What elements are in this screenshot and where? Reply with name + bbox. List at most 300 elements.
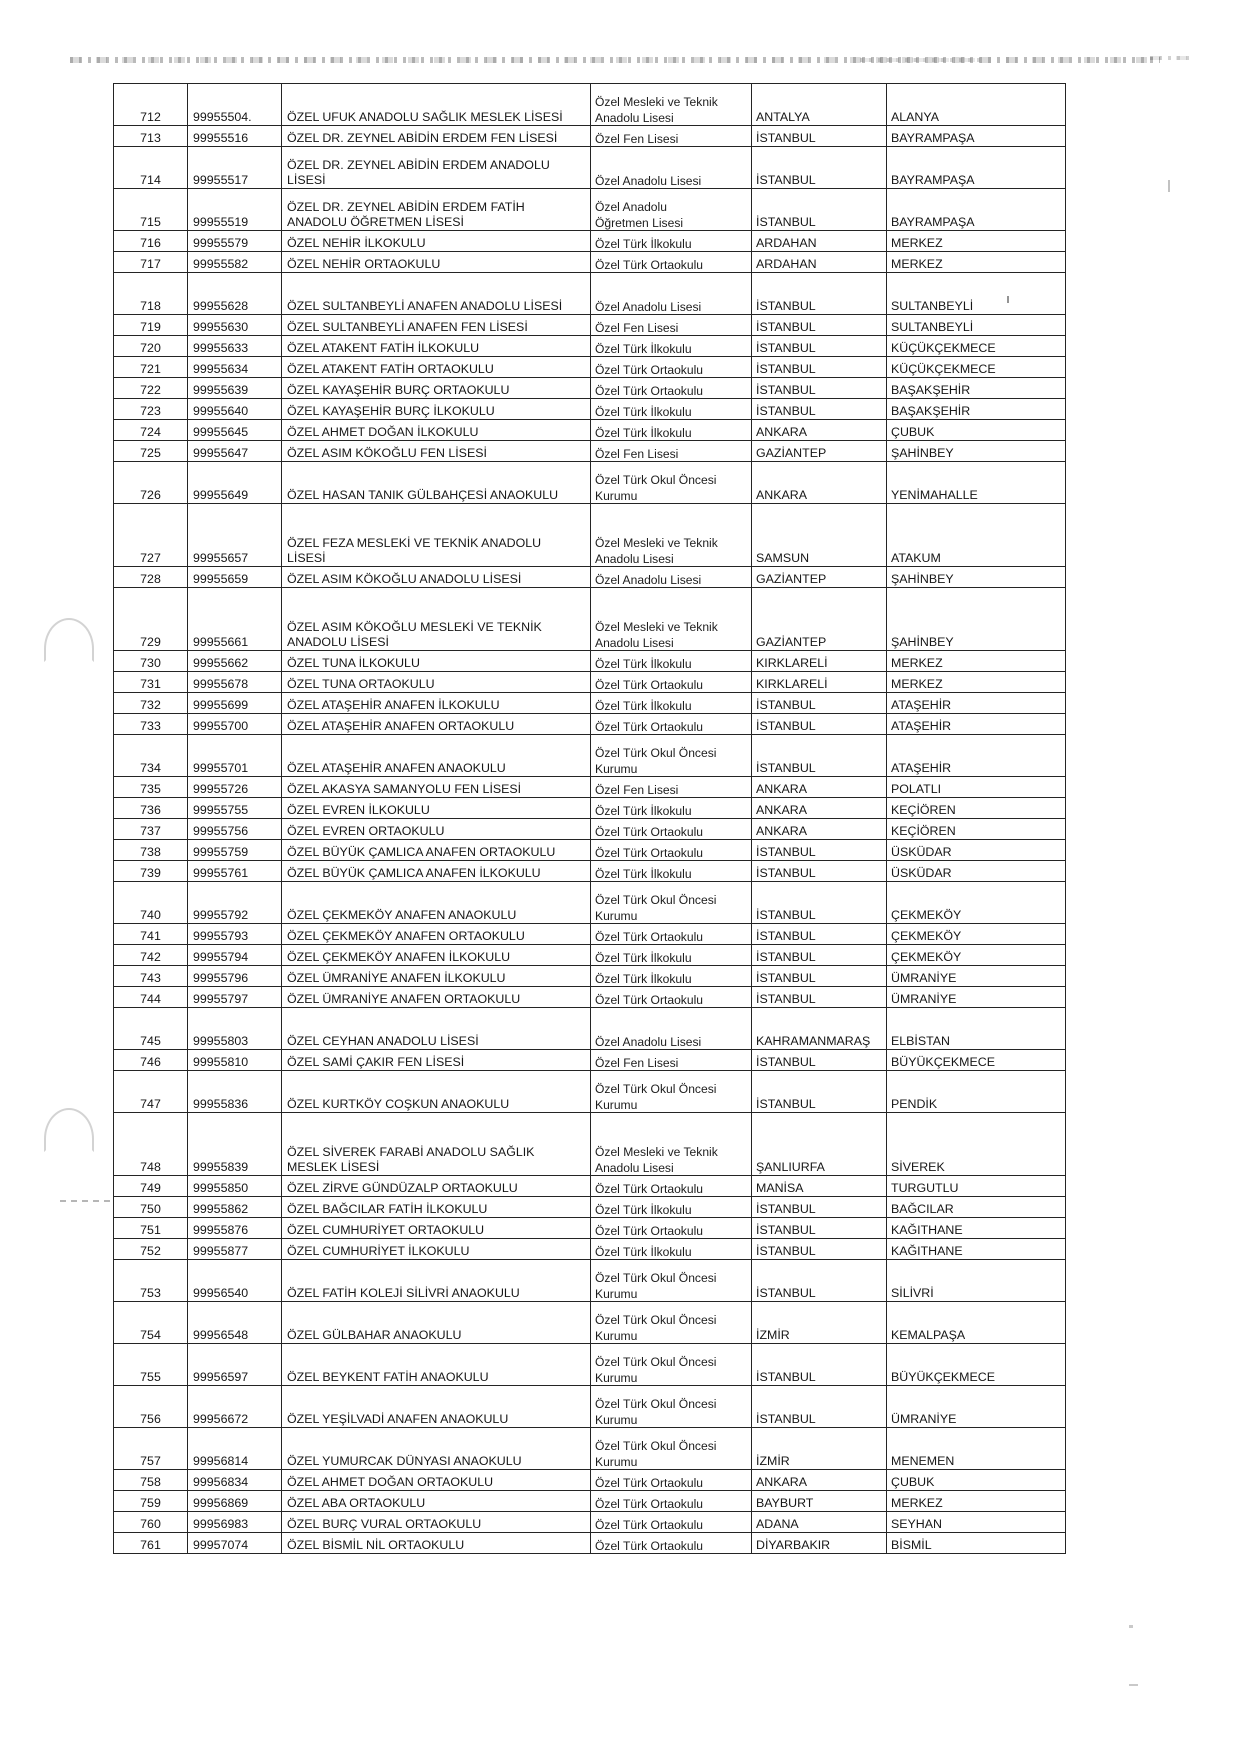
institution-code-cell: 99955640: [188, 399, 282, 420]
institution-type-cell: Özel Türk Ortaokulu: [591, 357, 752, 378]
row-number-cell: 761: [114, 1533, 188, 1554]
institution-name-cell: ÖZEL BURÇ VURAL ORTAOKULU: [282, 1512, 591, 1533]
institution-type-cell: Özel Türk İlkokulu: [591, 693, 752, 714]
institution-name-cell: ÖZEL CUMHURİYET ORTAOKULU: [282, 1218, 591, 1239]
table-row: [114, 357, 1066, 378]
province-cell: İSTANBUL: [752, 273, 887, 315]
row-number-cell: 746: [114, 1050, 188, 1071]
row-number-cell: 737: [114, 819, 188, 840]
district-cell: ÜMRANİYE: [887, 987, 1066, 1008]
institution-type-cell: Özel Türk Okul Öncesi Kurumu: [591, 462, 752, 504]
institution-code-cell: 99956869: [188, 1491, 282, 1512]
institution-name-cell: ÖZEL ASIM KÖKOĞLU FEN LİSESİ: [282, 441, 591, 462]
province-cell: İSTANBUL: [752, 1197, 887, 1218]
province-cell: İSTANBUL: [752, 1218, 887, 1239]
row-number-cell: 750: [114, 1197, 188, 1218]
institution-name-cell: ÖZEL SİVEREK FARABİ ANADOLU SAĞLIK MESLEK LİSESİ: [282, 1113, 591, 1176]
institution-code-cell: 99956597: [188, 1344, 282, 1386]
institution-type-cell: Özel Türk İlkokulu: [591, 798, 752, 819]
institution-name-cell: ÖZEL ÇEKMEKÖY ANAFEN İLKOKULU: [282, 945, 591, 966]
province-cell: ANKARA: [752, 420, 887, 441]
district-cell: BAŞAKŞEHİR: [887, 378, 1066, 399]
institution-name-cell: ÖZEL ABA ORTAOKULU: [282, 1491, 591, 1512]
district-cell: TURGUTLU: [887, 1176, 1066, 1197]
institution-name-cell: ÖZEL KAYAŞEHİR BURÇ ORTAOKULU: [282, 378, 591, 399]
table-row: [114, 693, 1066, 714]
institution-name-cell: ÖZEL BAĞCILAR FATİH İLKOKULU: [282, 1197, 591, 1218]
institution-code-cell: 99955701: [188, 735, 282, 777]
institution-name-cell: ÖZEL NEHİR ORTAOKULU: [282, 252, 591, 273]
institution-type-cell: Özel Türk Okul Öncesi Kurumu: [591, 735, 752, 777]
province-cell: ANKARA: [752, 1470, 887, 1491]
row-number-cell: 734: [114, 735, 188, 777]
institution-code-cell: 99955792: [188, 882, 282, 924]
province-cell: GAZİANTEP: [752, 588, 887, 651]
institution-name-cell: ÖZEL NEHİR İLKOKULU: [282, 231, 591, 252]
district-cell: ATAŞEHİR: [887, 714, 1066, 735]
institution-type-cell: Özel Türk Okul Öncesi Kurumu: [591, 1428, 752, 1470]
province-cell: GAZİANTEP: [752, 567, 887, 588]
institution-name-cell: ÖZEL HASAN TANIK GÜLBAHÇESİ ANAOKULU: [282, 462, 591, 504]
institution-name-cell: ÖZEL KURTKÖY COŞKUN ANAOKULU: [282, 1071, 591, 1113]
row-number-cell: 724: [114, 420, 188, 441]
province-cell: İSTANBUL: [752, 357, 887, 378]
row-number-cell: 743: [114, 966, 188, 987]
table-row: [114, 735, 1066, 777]
province-cell: İSTANBUL: [752, 882, 887, 924]
institution-type-cell: Özel Türk İlkokulu: [591, 651, 752, 672]
province-cell: ADANA: [752, 1512, 887, 1533]
table-row: [114, 588, 1066, 651]
district-cell: SİVEREK: [887, 1113, 1066, 1176]
institution-type-cell: Özel Türk Ortaokulu: [591, 924, 752, 945]
institution-name-cell: ÖZEL ÇEKMEKÖY ANAFEN ANAOKULU: [282, 882, 591, 924]
district-cell: SEYHAN: [887, 1512, 1066, 1533]
district-cell: ŞAHİNBEY: [887, 441, 1066, 462]
institution-type-cell: Özel Türk Ortaokulu: [591, 252, 752, 273]
institution-code-cell: 99956548: [188, 1302, 282, 1344]
institution-code-cell: 99956814: [188, 1428, 282, 1470]
table-row: [114, 504, 1066, 567]
district-cell: BAĞCILAR: [887, 1197, 1066, 1218]
institution-code-cell: 99955661: [188, 588, 282, 651]
table-row: [114, 714, 1066, 735]
institution-type-cell: Özel Türk Okul Öncesi Kurumu: [591, 1302, 752, 1344]
row-number-cell: 732: [114, 693, 188, 714]
district-cell: PENDİK: [887, 1071, 1066, 1113]
institution-name-cell: ÖZEL GÜLBAHAR ANAOKULU: [282, 1302, 591, 1344]
institution-code-cell: 99955579: [188, 231, 282, 252]
institution-code-cell: 99955633: [188, 336, 282, 357]
institution-code-cell: 99955761: [188, 861, 282, 882]
institution-type-cell: Özel Fen Lisesi: [591, 441, 752, 462]
institution-code-cell: 99956983: [188, 1512, 282, 1533]
institution-type-cell: Özel Türk Ortaokulu: [591, 987, 752, 1008]
row-number-cell: 755: [114, 1344, 188, 1386]
institution-type-cell: Özel Anadolu Lisesi: [591, 1008, 752, 1050]
table-row: [114, 252, 1066, 273]
row-number-cell: 730: [114, 651, 188, 672]
table-row: [114, 819, 1066, 840]
district-cell: BAYRAMPAŞA: [887, 147, 1066, 189]
institution-name-cell: ÖZEL ZİRVE GÜNDÜZALP ORTAOKULU: [282, 1176, 591, 1197]
institution-code-cell: 99955699: [188, 693, 282, 714]
province-cell: İSTANBUL: [752, 966, 887, 987]
row-number-cell: 757: [114, 1428, 188, 1470]
table-row: [114, 189, 1066, 231]
row-number-cell: 748: [114, 1113, 188, 1176]
row-number-cell: 740: [114, 882, 188, 924]
province-cell: İZMİR: [752, 1302, 887, 1344]
table-row: [114, 336, 1066, 357]
institution-code-cell: 99955836: [188, 1071, 282, 1113]
table-row: [114, 672, 1066, 693]
table-row: [114, 777, 1066, 798]
institution-name-cell: ÖZEL BİSMİL NİL ORTAOKULU: [282, 1533, 591, 1554]
province-cell: ANKARA: [752, 798, 887, 819]
institution-code-cell: 99955649: [188, 462, 282, 504]
institution-type-cell: Özel Türk İlkokulu: [591, 399, 752, 420]
table-row: [114, 378, 1066, 399]
institution-type-cell: Özel Türk Ortaokulu: [591, 819, 752, 840]
institution-type-cell: Özel Fen Lisesi: [591, 315, 752, 336]
institution-type-cell: Özel Fen Lisesi: [591, 1050, 752, 1071]
district-cell: ÇEKMEKÖY: [887, 945, 1066, 966]
district-cell: ÇEKMEKÖY: [887, 882, 1066, 924]
province-cell: İSTANBUL: [752, 735, 887, 777]
table-row: [114, 1239, 1066, 1260]
institution-type-cell: Özel Türk Ortaokulu: [591, 1512, 752, 1533]
institution-code-cell: 99955657: [188, 504, 282, 567]
table-row: [114, 441, 1066, 462]
district-cell: ŞAHİNBEY: [887, 588, 1066, 651]
institution-name-cell: ÖZEL CUMHURİYET İLKOKULU: [282, 1239, 591, 1260]
province-cell: İSTANBUL: [752, 840, 887, 861]
row-number-cell: 753: [114, 1260, 188, 1302]
province-cell: İSTANBUL: [752, 336, 887, 357]
institution-code-cell: 99955516: [188, 126, 282, 147]
row-number-cell: 735: [114, 777, 188, 798]
institution-name-cell: ÖZEL FEZA MESLEKİ VE TEKNİK ANADOLU LİSESİ: [282, 504, 591, 567]
district-cell: KEMALPAŞA: [887, 1302, 1066, 1344]
row-number-cell: 749: [114, 1176, 188, 1197]
row-number-cell: 760: [114, 1512, 188, 1533]
district-cell: YENİMAHALLE: [887, 462, 1066, 504]
institution-name-cell: ÖZEL ASIM KÖKOĞLU ANADOLU LİSESİ: [282, 567, 591, 588]
institution-name-cell: ÖZEL ATAKENT FATİH İLKOKULU: [282, 336, 591, 357]
district-cell: MENEMEN: [887, 1428, 1066, 1470]
row-number-cell: 738: [114, 840, 188, 861]
table-row: [114, 1071, 1066, 1113]
row-number-cell: 744: [114, 987, 188, 1008]
district-cell: ATAKUM: [887, 504, 1066, 567]
institution-type-cell: Özel Mesleki ve Teknik Anadolu Lisesi: [591, 588, 752, 651]
institution-code-cell: 99955519: [188, 189, 282, 231]
table-row: [114, 567, 1066, 588]
table-row: [114, 273, 1066, 315]
institution-name-cell: ÖZEL SULTANBEYLİ ANAFEN ANADOLU LİSESİ: [282, 273, 591, 315]
institution-name-cell: ÖZEL AHMET DOĞAN ORTAOKULU: [282, 1470, 591, 1491]
table-row: [114, 840, 1066, 861]
province-cell: ANKARA: [752, 777, 887, 798]
institution-type-cell: Özel Anadolu Öğretmen Lisesi: [591, 189, 752, 231]
institution-type-cell: Özel Anadolu Lisesi: [591, 273, 752, 315]
row-number-cell: 712: [114, 84, 188, 126]
institution-type-cell: Özel Mesleki ve Teknik Anadolu Lisesi: [591, 84, 752, 126]
row-number-cell: 719: [114, 315, 188, 336]
province-cell: KIRKLARELİ: [752, 651, 887, 672]
province-cell: İSTANBUL: [752, 714, 887, 735]
row-number-cell: 720: [114, 336, 188, 357]
institution-name-cell: ÖZEL ATAKENT FATİH ORTAOKULU: [282, 357, 591, 378]
institution-code-cell: 99955645: [188, 420, 282, 441]
institution-type-cell: Özel Fen Lisesi: [591, 126, 752, 147]
row-number-cell: 727: [114, 504, 188, 567]
district-cell: BAYRAMPAŞA: [887, 189, 1066, 231]
institution-type-cell: Özel Türk Ortaokulu: [591, 1533, 752, 1554]
row-number-cell: 751: [114, 1218, 188, 1239]
row-number-cell: 726: [114, 462, 188, 504]
institution-name-cell: ÖZEL DR. ZEYNEL ABİDİN ERDEM FATİH ANADOLU ÖĞRETMEN LİSESİ: [282, 189, 591, 231]
institution-code-cell: 99955700: [188, 714, 282, 735]
district-cell: ATAŞEHİR: [887, 693, 1066, 714]
row-number-cell: 722: [114, 378, 188, 399]
table-row: [114, 462, 1066, 504]
institution-type-cell: Özel Fen Lisesi: [591, 777, 752, 798]
institution-code-cell: 99955662: [188, 651, 282, 672]
scan-artifact-dashes: [60, 1200, 112, 1202]
scan-artifact-speck-2: [1129, 1684, 1138, 1686]
province-cell: ANKARA: [752, 819, 887, 840]
district-cell: ŞAHİNBEY: [887, 567, 1066, 588]
institution-name-cell: ÖZEL TUNA İLKOKULU: [282, 651, 591, 672]
institution-name-cell: ÖZEL ÇEKMEKÖY ANAFEN ORTAOKULU: [282, 924, 591, 945]
institution-name-cell: ÖZEL EVREN İLKOKULU: [282, 798, 591, 819]
institution-type-cell: Özel Anadolu Lisesi: [591, 567, 752, 588]
scan-noise-band-secondary: [860, 58, 980, 62]
district-cell: ELBİSTAN: [887, 1008, 1066, 1050]
row-number-cell: 729: [114, 588, 188, 651]
table-row: [114, 84, 1066, 126]
district-cell: ÜSKÜDAR: [887, 840, 1066, 861]
institution-name-cell: ÖZEL YUMURCAK DÜNYASI ANAOKULU: [282, 1428, 591, 1470]
table-row: [114, 1533, 1066, 1554]
row-number-cell: 713: [114, 126, 188, 147]
institution-name-cell: ÖZEL UFUK ANADOLU SAĞLIK MESLEK LİSESİ: [282, 84, 591, 126]
table-row: [114, 1218, 1066, 1239]
institution-type-cell: Özel Anadolu Lisesi: [591, 147, 752, 189]
district-cell: ATAŞEHİR: [887, 735, 1066, 777]
district-cell: SİLİVRİ: [887, 1260, 1066, 1302]
institution-type-cell: Özel Türk Ortaokulu: [591, 378, 752, 399]
row-number-cell: 736: [114, 798, 188, 819]
table-row: [114, 1491, 1066, 1512]
institution-name-cell: ÖZEL KAYAŞEHİR BURÇ İLKOKULU: [282, 399, 591, 420]
row-number-cell: 715: [114, 189, 188, 231]
institution-code-cell: 99955794: [188, 945, 282, 966]
row-number-cell: 758: [114, 1470, 188, 1491]
institution-type-cell: Özel Türk Ortaokulu: [591, 1491, 752, 1512]
district-cell: BÜYÜKÇEKMECE: [887, 1344, 1066, 1386]
institution-code-cell: 99955877: [188, 1239, 282, 1260]
institution-name-cell: ÖZEL ATAŞEHİR ANAFEN İLKOKULU: [282, 693, 591, 714]
row-number-cell: 742: [114, 945, 188, 966]
institution-code-cell: 99955659: [188, 567, 282, 588]
institution-code-cell: 99955793: [188, 924, 282, 945]
row-number-cell: 759: [114, 1491, 188, 1512]
institution-type-cell: Özel Türk İlkokulu: [591, 420, 752, 441]
institution-name-cell: ÖZEL FATİH KOLEJİ SİLİVRİ ANAOKULU: [282, 1260, 591, 1302]
table-row: [114, 1344, 1066, 1386]
table-row: [114, 147, 1066, 189]
province-cell: İSTANBUL: [752, 1239, 887, 1260]
institution-code-cell: 99955504.: [188, 84, 282, 126]
institution-name-cell: ÖZEL SULTANBEYLİ ANAFEN FEN LİSESİ: [282, 315, 591, 336]
row-number-cell: 717: [114, 252, 188, 273]
row-number-cell: 756: [114, 1386, 188, 1428]
institution-type-cell: Özel Türk İlkokulu: [591, 336, 752, 357]
province-cell: İSTANBUL: [752, 189, 887, 231]
province-cell: KIRKLARELİ: [752, 672, 887, 693]
row-number-cell: 733: [114, 714, 188, 735]
table-row: [114, 987, 1066, 1008]
row-number-cell: 752: [114, 1239, 188, 1260]
table-row: [114, 1197, 1066, 1218]
institution-type-cell: Özel Mesleki ve Teknik Anadolu Lisesi: [591, 1113, 752, 1176]
district-cell: MERKEZ: [887, 252, 1066, 273]
province-cell: İSTANBUL: [752, 315, 887, 336]
institution-type-cell: Özel Türk İlkokulu: [591, 861, 752, 882]
province-cell: İSTANBUL: [752, 1050, 887, 1071]
table-row: [114, 1176, 1066, 1197]
province-cell: DİYARBAKIR: [752, 1533, 887, 1554]
table-body: [114, 84, 1066, 1554]
institution-type-cell: Özel Mesleki ve Teknik Anadolu Lisesi: [591, 504, 752, 567]
institution-code-cell: 99955756: [188, 819, 282, 840]
row-number-cell: 728: [114, 567, 188, 588]
institution-code-cell: 99955850: [188, 1176, 282, 1197]
district-cell: ÇUBUK: [887, 1470, 1066, 1491]
table-row: [114, 882, 1066, 924]
province-cell: ANKARA: [752, 462, 887, 504]
institution-type-cell: Özel Türk Ortaokulu: [591, 1176, 752, 1197]
table-row: [114, 966, 1066, 987]
institution-code-cell: 99955647: [188, 441, 282, 462]
institution-name-cell: ÖZEL EVREN ORTAOKULU: [282, 819, 591, 840]
institution-type-cell: Özel Türk Okul Öncesi Kurumu: [591, 1386, 752, 1428]
institution-code-cell: 99955803: [188, 1008, 282, 1050]
row-number-cell: 718: [114, 273, 188, 315]
institution-name-cell: ÖZEL YEŞİLVADİ ANAFEN ANAOKULU: [282, 1386, 591, 1428]
scan-artifact-arc-lower: [44, 1108, 94, 1152]
district-cell: MERKEZ: [887, 672, 1066, 693]
institution-name-cell: ÖZEL BEYKENT FATİH ANAOKULU: [282, 1344, 591, 1386]
institution-name-cell: ÖZEL ATAŞEHİR ANAFEN ORTAOKULU: [282, 714, 591, 735]
province-cell: SAMSUN: [752, 504, 887, 567]
row-number-cell: 741: [114, 924, 188, 945]
institution-name-cell: ÖZEL ATAŞEHİR ANAFEN ANAOKULU: [282, 735, 591, 777]
row-number-cell: 745: [114, 1008, 188, 1050]
table-row: [114, 1050, 1066, 1071]
institution-type-cell: Özel Türk İlkokulu: [591, 966, 752, 987]
province-cell: İSTANBUL: [752, 126, 887, 147]
institution-type-cell: Özel Türk Ortaokulu: [591, 672, 752, 693]
institution-name-cell: ÖZEL ASIM KÖKOĞLU MESLEKİ VE TEKNİK ANADOLU LİSESİ: [282, 588, 591, 651]
institution-name-cell: ÖZEL ÜMRANİYE ANAFEN ORTAOKULU: [282, 987, 591, 1008]
row-number-cell: 754: [114, 1302, 188, 1344]
district-cell: KEÇİÖREN: [887, 798, 1066, 819]
province-cell: İSTANBUL: [752, 147, 887, 189]
district-cell: ÜSKÜDAR: [887, 861, 1066, 882]
district-cell: ALANYA: [887, 84, 1066, 126]
table-row: [114, 1302, 1066, 1344]
institution-name-cell: ÖZEL TUNA ORTAOKULU: [282, 672, 591, 693]
table-row: [114, 798, 1066, 819]
institution-name-cell: ÖZEL BÜYÜK ÇAMLICA ANAFEN ORTAOKULU: [282, 840, 591, 861]
province-cell: İSTANBUL: [752, 399, 887, 420]
district-cell: KEÇİÖREN: [887, 819, 1066, 840]
province-cell: ANTALYA: [752, 84, 887, 126]
institution-code-cell: 99955759: [188, 840, 282, 861]
row-number-cell: 714: [114, 147, 188, 189]
institution-code-cell: 99955634: [188, 357, 282, 378]
district-cell: ÜMRANİYE: [887, 1386, 1066, 1428]
row-number-cell: 723: [114, 399, 188, 420]
province-cell: MANİSA: [752, 1176, 887, 1197]
table-row: [114, 1512, 1066, 1533]
institution-code-cell: 99957074: [188, 1533, 282, 1554]
institution-type-cell: Özel Türk Okul Öncesi Kurumu: [591, 1071, 752, 1113]
institution-name-cell: ÖZEL BÜYÜK ÇAMLICA ANAFEN İLKOKULU: [282, 861, 591, 882]
institution-name-cell: ÖZEL AHMET DOĞAN İLKOKULU: [282, 420, 591, 441]
table-row: [114, 315, 1066, 336]
province-cell: KAHRAMANMARAŞ: [752, 1008, 887, 1050]
row-number-cell: 747: [114, 1071, 188, 1113]
province-cell: İSTANBUL: [752, 378, 887, 399]
institution-name-cell: ÖZEL AKASYA SAMANYOLU FEN LİSESİ: [282, 777, 591, 798]
scan-artifact-speck-3: [1129, 1625, 1133, 1628]
table-row: [114, 1008, 1066, 1050]
table-row: [114, 924, 1066, 945]
table-row: [114, 861, 1066, 882]
institution-code-cell: 99955755: [188, 798, 282, 819]
table-row: [114, 399, 1066, 420]
district-cell: ÜMRANİYE: [887, 966, 1066, 987]
province-cell: ŞANLIURFA: [752, 1113, 887, 1176]
institution-type-cell: Özel Türk Ortaokulu: [591, 714, 752, 735]
table-row: [114, 1386, 1066, 1428]
institution-code-cell: 99956834: [188, 1470, 282, 1491]
district-cell: KAĞITHANE: [887, 1239, 1066, 1260]
institution-code-cell: 99955517: [188, 147, 282, 189]
institution-code-cell: 99955839: [188, 1113, 282, 1176]
institution-code-cell: 99955639: [188, 378, 282, 399]
institution-type-cell: Özel Türk Okul Öncesi Kurumu: [591, 1260, 752, 1302]
institution-type-cell: Özel Türk İlkokulu: [591, 231, 752, 252]
province-cell: ARDAHAN: [752, 252, 887, 273]
district-cell: SULTANBEYLİ: [887, 315, 1066, 336]
district-cell: BİSMİL: [887, 1533, 1066, 1554]
province-cell: İSTANBUL: [752, 1344, 887, 1386]
table-row: [114, 126, 1066, 147]
district-cell: KÜÇÜKÇEKMECE: [887, 336, 1066, 357]
institution-name-cell: ÖZEL ÜMRANİYE ANAFEN İLKOKULU: [282, 966, 591, 987]
institution-code-cell: 99956672: [188, 1386, 282, 1428]
scan-artifact-tick: [1168, 180, 1170, 192]
row-number-cell: 739: [114, 861, 188, 882]
row-number-cell: 716: [114, 231, 188, 252]
institution-code-cell: 99955862: [188, 1197, 282, 1218]
